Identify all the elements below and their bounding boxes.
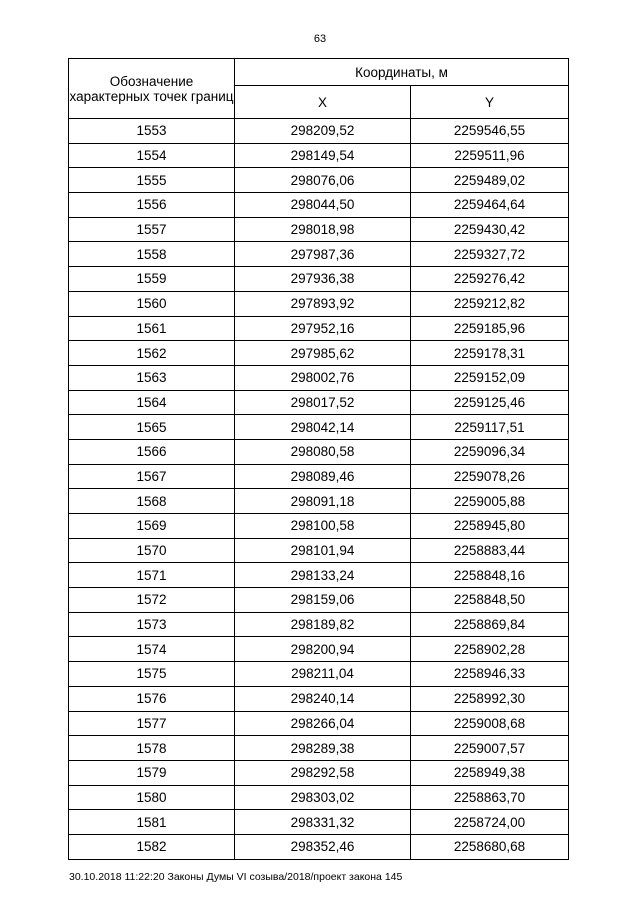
table-row [69,514,569,539]
table-body [69,119,569,860]
x-coordinate-cell: 298101,94 [235,538,411,563]
x-coordinate-cell: 298200,94 [235,637,411,662]
x-coordinate-cell: 297893,92 [235,291,411,316]
table-row [69,217,569,242]
x-coordinate-cell: 298100,58 [235,514,411,539]
point-id-cell: 1575 [69,662,235,687]
table-row [69,588,569,613]
x-coordinate-cell: 298211,04 [235,662,411,687]
table-row [69,341,569,366]
x-coordinate-cell: 298209,52 [235,119,411,144]
y-coordinate-cell: 2259152,09 [411,365,569,390]
y-coordinate-cell: 2259178,31 [411,341,569,366]
point-id-cell: 1553 [69,119,235,144]
y-coordinate-cell: 2259276,42 [411,267,569,292]
y-coordinate-cell: 2259327,72 [411,242,569,267]
x-coordinate-cell: 298133,24 [235,563,411,588]
point-id-cell: 1568 [69,489,235,514]
x-coordinate-cell: 298044,50 [235,193,411,218]
x-coordinate-cell: 298089,46 [235,464,411,489]
y-coordinate-cell: 2259546,55 [411,119,569,144]
table-row [69,711,569,736]
y-coordinate-cell: 2259489,02 [411,168,569,193]
table-row [69,736,569,761]
x-coordinate-cell: 297985,62 [235,341,411,366]
table-row [69,686,569,711]
point-id-cell: 1569 [69,514,235,539]
point-id-cell: 1580 [69,785,235,810]
x-coordinate-cell: 298018,98 [235,217,411,242]
point-id-cell: 1572 [69,588,235,613]
x-coordinate-cell: 297987,36 [235,242,411,267]
point-id-cell: 1567 [69,464,235,489]
footer-text: 30.10.2018 11:22:20 Законы Думы VI созыва/2018/проект закона 145 [69,871,403,883]
table-row [69,637,569,662]
table-header-row [69,59,569,86]
x-coordinate-cell: 298002,76 [235,365,411,390]
point-id-cell: 1558 [69,242,235,267]
point-id-cell: 1554 [69,143,235,168]
table-row [69,316,569,341]
y-coordinate-cell: 2258848,16 [411,563,569,588]
y-coordinate-cell: 2258848,50 [411,588,569,613]
x-coordinate-cell: 298266,04 [235,711,411,736]
y-coordinate-cell: 2259125,46 [411,390,569,415]
point-id-cell: 1557 [69,217,235,242]
x-coordinate-cell: 298289,38 [235,736,411,761]
table-row [69,242,569,267]
point-id-cell: 1560 [69,291,235,316]
point-id-cell: 1562 [69,341,235,366]
table-row [69,267,569,292]
x-coordinate-cell: 298240,14 [235,686,411,711]
table-row [69,538,569,563]
point-id-cell: 1566 [69,439,235,464]
table-row [69,415,569,440]
point-id-cell: 1555 [69,168,235,193]
y-coordinate-cell: 2259511,96 [411,143,569,168]
x-coordinate-cell: 298331,32 [235,810,411,835]
table-row [69,143,569,168]
y-coordinate-cell: 2259096,34 [411,439,569,464]
x-coordinate-cell: 297952,16 [235,316,411,341]
y-coordinate-cell: 2258902,28 [411,637,569,662]
point-id-cell: 1579 [69,760,235,785]
y-coordinate-cell: 2259212,82 [411,291,569,316]
y-coordinate-cell: 2258883,44 [411,538,569,563]
x-coordinate-cell: 297936,38 [235,267,411,292]
y-coordinate-cell: 2258680,68 [411,834,569,859]
point-id-cell: 1564 [69,390,235,415]
y-coordinate-cell: 2258945,80 [411,514,569,539]
y-coordinate-cell: 2258869,84 [411,612,569,637]
table-row [69,489,569,514]
coordinates-header: Координаты, м [235,59,569,86]
y-coordinate-cell: 2259430,42 [411,217,569,242]
table-row [69,464,569,489]
point-id-cell: 1582 [69,834,235,859]
table-row [69,662,569,687]
x-coordinate-cell: 298352,46 [235,834,411,859]
table-row [69,834,569,859]
point-id-cell: 1570 [69,538,235,563]
table-row [69,365,569,390]
x-coordinate-cell: 298076,06 [235,168,411,193]
y-header: Y [411,86,569,119]
table-row [69,119,569,144]
y-coordinate-cell: 2258992,30 [411,686,569,711]
y-coordinate-cell: 2259185,96 [411,316,569,341]
point-id-cell: 1571 [69,563,235,588]
y-coordinate-cell: 2258724,00 [411,810,569,835]
table-row [69,760,569,785]
table-row [69,390,569,415]
point-id-cell: 1563 [69,365,235,390]
table-row [69,810,569,835]
y-coordinate-cell: 2258949,38 [411,760,569,785]
x-coordinate-cell: 298080,58 [235,439,411,464]
point-id-cell: 1578 [69,736,235,761]
y-coordinate-cell: 2258863,70 [411,785,569,810]
point-id-cell: 1576 [69,686,235,711]
point-id-cell: 1574 [69,637,235,662]
y-coordinate-cell: 2259078,26 [411,464,569,489]
table-row [69,563,569,588]
table-row [69,785,569,810]
x-coordinate-cell: 298292,58 [235,760,411,785]
table-row [69,439,569,464]
point-id-cell: 1573 [69,612,235,637]
table-row [69,612,569,637]
coordinates-table [68,58,569,860]
y-coordinate-cell: 2259008,68 [411,711,569,736]
x-header: X [235,86,411,119]
designation-header: Обозначение характерных точек границ [69,59,235,119]
table-row [69,291,569,316]
point-id-cell: 1565 [69,415,235,440]
point-id-cell: 1577 [69,711,235,736]
y-coordinate-cell: 2259005,88 [411,489,569,514]
x-coordinate-cell: 298091,18 [235,489,411,514]
x-coordinate-cell: 298149,54 [235,143,411,168]
page-number: 63 [313,33,327,45]
point-id-cell: 1559 [69,267,235,292]
point-id-cell: 1561 [69,316,235,341]
table-row [69,193,569,218]
y-coordinate-cell: 2258946,33 [411,662,569,687]
x-coordinate-cell: 298189,82 [235,612,411,637]
x-coordinate-cell: 298303,02 [235,785,411,810]
x-coordinate-cell: 298042,14 [235,415,411,440]
y-coordinate-cell: 2259117,51 [411,415,569,440]
table-row [69,168,569,193]
point-id-cell: 1556 [69,193,235,218]
y-coordinate-cell: 2259464,64 [411,193,569,218]
x-coordinate-cell: 298017,52 [235,390,411,415]
y-coordinate-cell: 2259007,57 [411,736,569,761]
x-coordinate-cell: 298159,06 [235,588,411,613]
point-id-cell: 1581 [69,810,235,835]
